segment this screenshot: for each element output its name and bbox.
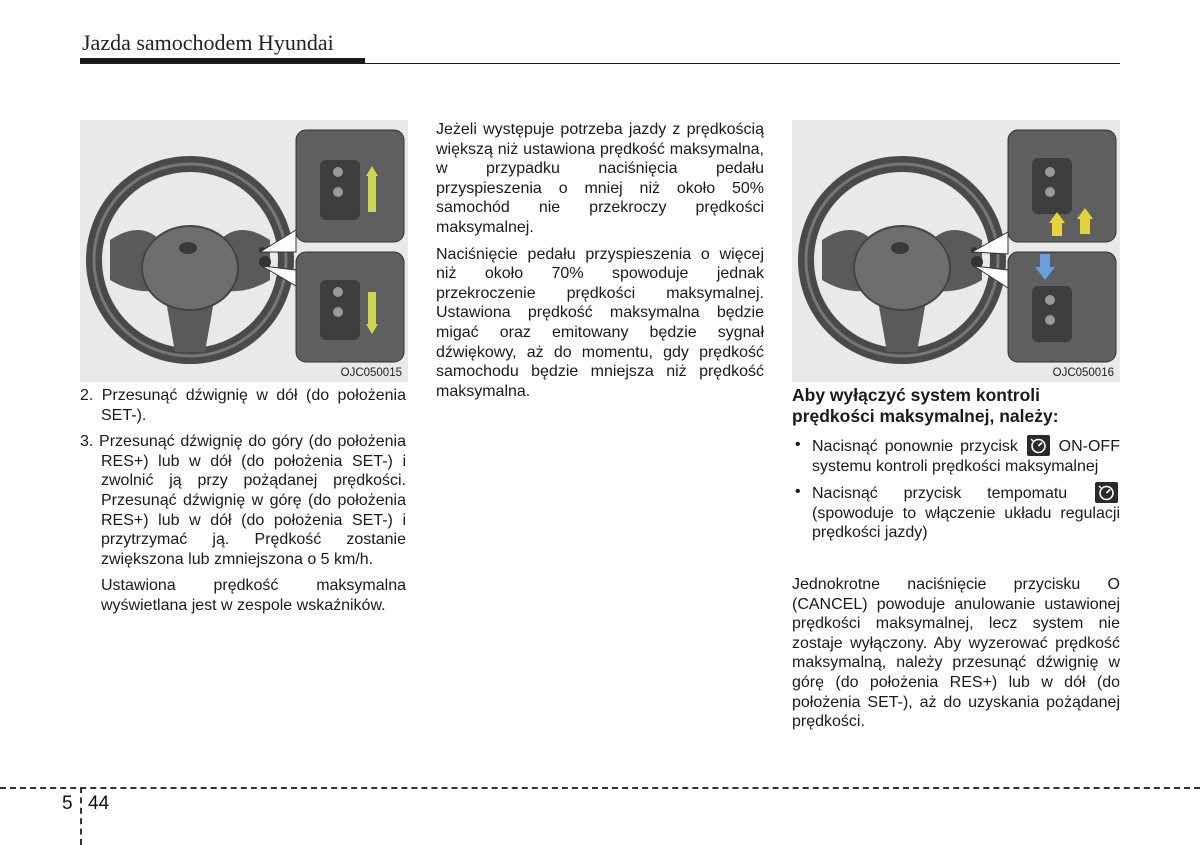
figure-code: OJC050016: [1052, 367, 1114, 379]
header-rule: [365, 63, 1120, 64]
paragraph-cancel: Jednokrotne naciśnięcie przycisku O (CANCEL) powoduje anulowanie ustawionej prędkości maksymalnej, lecz system nie zostaje wyłączony. Aby wyzerować prędkość maksymalną, należy przesunąć dźwignię w górę (do położenia RES+) lub w dół (do położenia SET-), aż do uzyskania pożądanej prędkości.: [792, 575, 1120, 731]
zoom-panel-bottom: [1008, 252, 1116, 362]
right-column: [792, 385, 1120, 739]
bullet-text-post: (spowoduje to włączenie układu regulacji prędkości jazdy): [812, 504, 1120, 542]
bullet-dot: •: [795, 436, 801, 453]
steering-wheel: [94, 164, 286, 356]
zoom-panel-bottom: [296, 252, 404, 362]
steering-wheel-illustration: [792, 120, 1120, 382]
bullet-text-pre: Nacisnąć przycisk tempomatu: [812, 485, 1068, 503]
footer-dashed-rule: [0, 787, 1200, 789]
paragraph-accelerator-70: Naciśnięcie pedału przyspieszenia o więcej niż około 70% spowoduje jednak przekroczenie prędkości maksymalnej. Ustawiona prędkość maksymalna będzie migać oraz emitowany będzie sygnał dźwiękowy, aż do momentu, gdy prędkość samochodu będzie mniejsza niż prędkość maksymalna.: [436, 245, 764, 400]
left-column: [80, 386, 406, 623]
bullet-dot: •: [795, 483, 801, 501]
bullet-on-off: [792, 435, 1120, 476]
bullet-text-pre: Nacisnąć ponownie przycisk: [812, 438, 1018, 455]
section-heading: Aby wyłączyć system kontroli prędkości maksymalnej, należy:: [792, 385, 1059, 426]
bullet-text-post: ON-OFF systemu kontroli prędkości maksymalnej: [812, 438, 1120, 475]
footer-dashed-divider: [80, 787, 82, 845]
steering-wheel: [806, 164, 998, 356]
speed-limiter-button-icon: [1027, 435, 1050, 456]
bullet-cruise: [792, 482, 1120, 543]
zoom-panel-top: [1008, 130, 1116, 242]
cruise-control-button-icon: [1095, 482, 1118, 503]
figure-steering-wheel-left: [80, 120, 408, 382]
header-bar: [80, 58, 365, 64]
chapter-number: 5: [62, 793, 73, 814]
page-number: 44: [88, 793, 110, 814]
step-3: 3. Przesunąć dźwignię do góry (do położenia RES+) lub w dół (do położenia SET-) i zwolnić ją przy pożądanej prędkości. Przesunąć dźwignię w górę (do położenia RES+) lub w dół (do położenia SET-) i przytrzymać ją. Prędkość zostanie zwiększona lub zmniejszona o 5 km/h.: [80, 433, 406, 568]
steering-wheel-illustration: [80, 120, 408, 382]
step-2: 2. Przesunąć dźwignię w dół (do położenia SET-).: [80, 387, 406, 424]
paragraph-accelerator-50: Jeżeli występuje potrzeba jazdy z prędkością większą niż ustawiona prędkość maksymalna, w przypadku naciśnięcia pedału przyspieszenia o mniej niż około 50% samochód nie przekroczy prędkości maksymalnej.: [436, 121, 764, 236]
figure-code: OJC050015: [340, 367, 402, 379]
step-3-note: Ustawiona prędkość maksymalna wyświetlana jest w zespole wskaźników.: [101, 577, 406, 614]
middle-column: [436, 120, 764, 408]
figure-steering-wheel-right: [792, 120, 1120, 382]
zoom-panel-top: [296, 130, 404, 242]
running-header: Jazda samochodem Hyundai: [82, 30, 334, 55]
